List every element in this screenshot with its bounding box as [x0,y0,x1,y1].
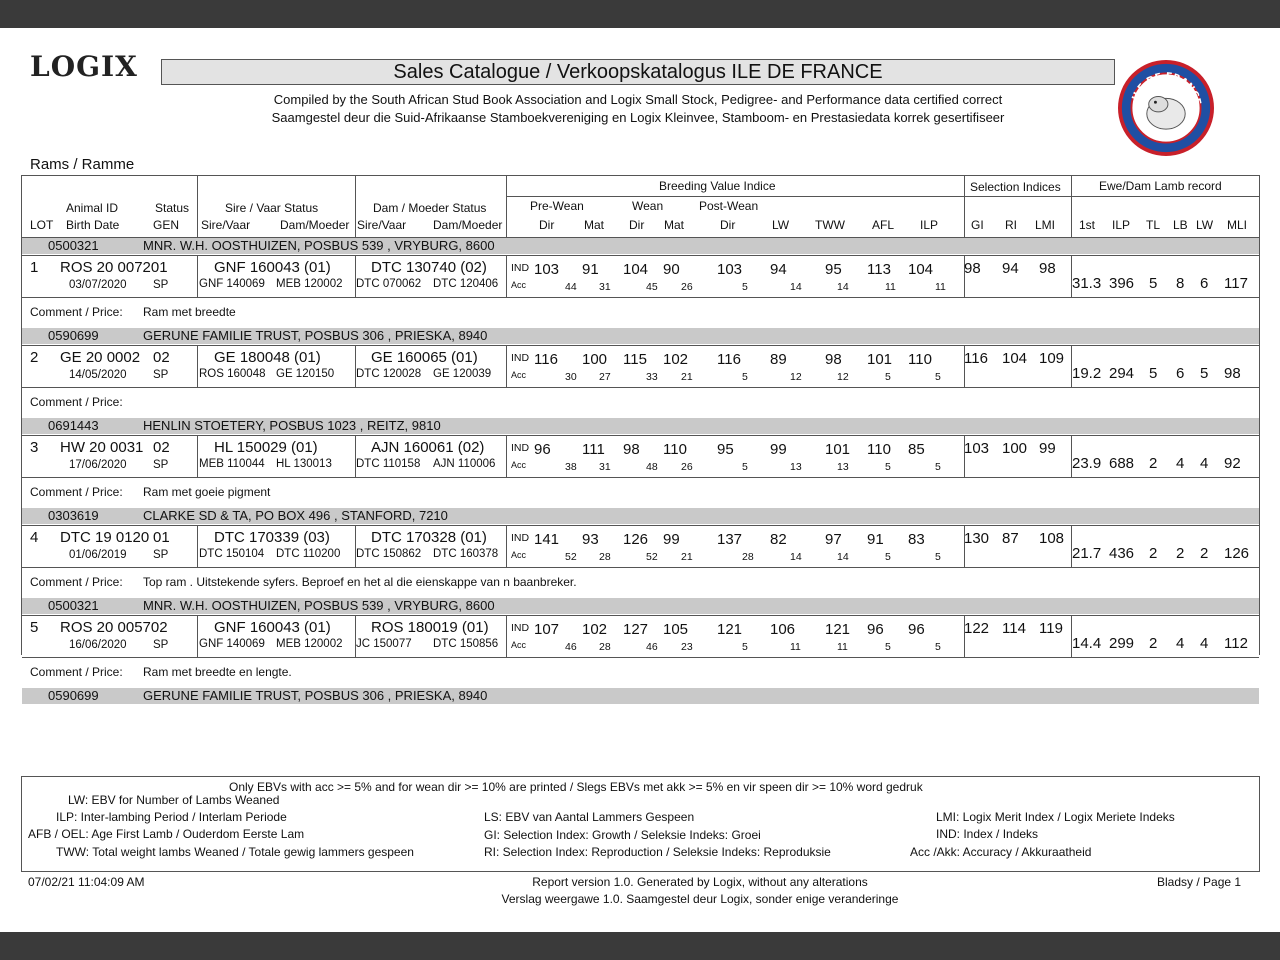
ind-value: 116 [534,351,558,368]
ind-value: 102 [582,621,608,638]
ind-value: 104 [623,261,649,278]
ind-value: 97 [825,531,842,548]
breeder-code: 0590699 [48,688,99,703]
legend-tww: TWW: Total weight lambs Weaned / Totale gewig lammers gespeen [56,845,414,859]
acc-value: 44 [565,281,577,293]
animal-id-status: 02 [153,349,170,366]
col-mli: MLI [1227,218,1248,232]
ewe-record-value: 31.3 [1072,275,1102,292]
col-breeding-value-indice: Breeding Value Indice [659,179,776,193]
ind-value: 101 [825,441,851,458]
ind-value: 99 [663,531,680,548]
legend-ilp: ILP: Inter-lambing Period / Interlam Periode [56,810,287,824]
breeder-band [22,598,1259,614]
acc-value: 28 [599,551,611,563]
sire-dam: HL 130013 [276,458,332,470]
selection-index-value: 99 [1039,440,1056,457]
acc-value: 28 [742,551,754,563]
col-pre-wean: Pre-Wean [530,199,584,213]
col-afl: AFL [872,218,895,232]
ind-value: 115 [623,351,647,368]
ewe-record-value: 4 [1200,455,1209,472]
ind-value: 91 [582,261,599,278]
selection-index-value: 116 [964,350,988,367]
ind-value: 96 [867,621,884,638]
ind-value: 98 [623,441,640,458]
gen-status: SP [153,369,169,381]
sire: GE 180048 (01) [214,349,321,366]
selection-index-value: 108 [1039,530,1065,547]
ind-value: 103 [717,261,743,278]
ewe-record-value: 21.7 [1072,545,1102,562]
comment-text: Top ram . Uitstekende syfers. Beproef en het al die eienskappe van n baanbreker. [143,575,577,589]
animal-id: HW 20 0031 [60,439,144,456]
ind-value: 110 [663,441,687,458]
acc-value: 30 [565,371,577,383]
acc-value: 31 [599,281,611,293]
birth-date: 03/07/2020 [69,279,127,291]
gen-status: SP [153,279,169,291]
lot-number: 2 [30,349,39,366]
sire-dam: DTC 110200 [276,548,341,560]
legend-gi: GI: Selection Index: Growth / Seleksie Indeks: Groei [484,828,761,842]
acc-value: 14 [837,551,849,563]
comment-label: Comment / Price: [30,485,123,499]
acc-label: Acc [511,550,527,560]
lot-number: 5 [30,619,39,636]
breeder-name: HENLIN STOETERY, POSBUS 1023 , REITZ, 9810 [143,418,441,433]
breeder-band [22,238,1259,254]
acc-value: 5 [935,371,941,383]
ewe-record-value: 396 [1109,275,1135,292]
col-postwean-dir: Dir [720,218,736,232]
ind-value: 103 [534,261,560,278]
ind-value: 121 [717,621,743,638]
col-lb: LB [1173,218,1188,232]
sire: HL 150029 (01) [214,439,318,456]
col-selection-indices: Selection Indices [970,180,1061,194]
ind-value: 90 [663,261,680,278]
sire-dam: MEB 120002 [276,278,343,290]
acc-value: 45 [646,281,658,293]
col-status: Status [155,201,190,215]
breeder-name: GERUNE FAMILIE TRUST, POSBUS 306 , PRIESKA, 8940 [143,328,488,343]
birth-date: 16/06/2020 [69,639,127,651]
ind-label: IND [511,532,530,544]
badge-text: ILE DE FRANCE [1130,71,1203,106]
ewe-record-value: 436 [1109,545,1135,562]
selection-index-value: 103 [964,440,990,457]
legend-note: Only EBVs with acc >= 5% and for wean dir >= 10% are printed / Slegs EBVs met akk >= 5% en vir speen dir >= 10% word gedruk [229,780,923,794]
ewe-record-value: 19.2 [1072,365,1102,382]
dam-dam: DTC 160378 [433,548,499,560]
breeder-code: 0590699 [48,328,99,343]
lot-number: 3 [30,439,39,456]
compiled-by-en: Compiled by the South African Stud Book Association and Logix Small Stock, Pedigree- and Performance data certified correct [273,92,1003,107]
acc-value: 46 [646,641,658,653]
logix-logo: LOGIX [30,50,138,83]
comment-text: Ram met breedte en lengte. [143,665,292,679]
sire-dam: MEB 120002 [276,638,343,650]
ind-value: 126 [623,531,649,548]
selection-index-value: 98 [964,260,981,277]
acc-value: 5 [885,371,891,383]
gen-status: SP [153,639,169,651]
legend-ls: LS: EBV van Aantal Lammers Gespeen [484,810,695,824]
lot-number: 1 [30,259,39,276]
legend-ri: RI: Selection Index: Reproduction / Seleksie Indeks: Reproduksie [484,845,831,859]
acc-value: 23 [681,641,693,653]
footer-timestamp: 07/02/21 11:04:09 AM [28,875,145,889]
legend-lw: LW: EBV for Number of Lambs Weaned [68,793,280,807]
dam-sire: JC 150077 [356,638,412,650]
breeder-code: 0500321 [48,598,99,613]
col-prewean-mat: Mat [584,218,605,232]
acc-value: 14 [790,551,802,563]
col-gen: GEN [153,218,180,232]
footer-report-en: Report version 1.0. Generated by Logix, without any alterations [532,875,868,889]
ewe-record-value: 299 [1109,635,1135,652]
acc-value: 5 [885,461,891,473]
ind-value: 106 [770,621,796,638]
col-dam-sire: Sire/Vaar [357,218,407,232]
ewe-record-value: 23.9 [1072,455,1102,472]
sire-sire: GNF 140069 [199,278,265,290]
ind-label: IND [511,622,530,634]
animal-id-status: 01 [153,529,170,546]
ind-label: IND [511,352,530,364]
ind-value: 127 [623,621,649,638]
col-lw: LW [772,218,790,232]
ind-label: IND [511,442,530,454]
ewe-record-value: 294 [1109,365,1135,382]
birth-date: 17/06/2020 [69,459,127,471]
selection-index-value: 94 [1002,260,1019,277]
breeder-band [22,328,1259,344]
ewe-record-value: 2 [1149,455,1158,472]
acc-value: 12 [837,371,849,383]
col-ilp: ILP [920,218,939,232]
acc-value: 13 [790,461,802,473]
comment-label: Comment / Price: [30,665,123,679]
acc-value: 26 [681,281,693,293]
ind-value: 101 [867,351,893,368]
ewe-record-value: 5 [1149,275,1158,292]
acc-value: 5 [885,641,891,653]
sire: GNF 160043 (01) [214,619,331,636]
acc-value: 11 [885,281,896,293]
breeder-name: MNR. W.H. OOSTHUIZEN, POSBUS 539 , VRYBURG, 8600 [143,598,495,613]
acc-value: 5 [742,641,748,653]
gen-status: SP [153,459,169,471]
ind-value: 110 [867,441,891,458]
selection-index-value: 98 [1039,260,1056,277]
col-ewe-dam-lamb-record: Ewe/Dam Lamb record [1099,179,1222,193]
ind-value: 104 [908,261,934,278]
dam: DTC 130740 (02) [371,259,487,276]
col-first: 1st [1079,218,1096,232]
col-ri: RI [1005,218,1017,232]
ind-value: 95 [825,261,842,278]
sire-sire: ROS 160048 [199,368,266,380]
breeder-band [22,688,1259,704]
ewe-record-value: 5 [1149,365,1158,382]
sire: GNF 160043 (01) [214,259,331,276]
ind-value: 116 [717,351,741,368]
acc-value: 11 [935,281,946,293]
col-tww: TWW [815,218,845,232]
animal-id: ROS 20 007201 [60,259,168,276]
section-title: Rams / Ramme [30,156,135,173]
legend-acc: Acc /Akk: Accuracy / Akkuraatheid [910,845,1092,859]
ind-value: 107 [534,621,560,638]
acc-value: 33 [646,371,658,383]
selection-index-value: 109 [1039,350,1065,367]
acc-value: 11 [790,641,801,653]
acc-label: Acc [511,640,527,650]
birth-date: 14/05/2020 [69,369,127,381]
ind-value: 113 [867,261,891,278]
animal-id: GE 20 0002 [60,349,141,366]
ind-value: 111 [582,441,605,458]
comment-label: Comment / Price: [30,395,123,409]
acc-value: 48 [646,461,658,473]
ewe-record-value: 2 [1200,545,1209,562]
dam: AJN 160061 (02) [371,439,485,456]
breeder-name: MNR. W.H. OOSTHUIZEN, POSBUS 539 , VRYBURG, 8600 [143,238,495,253]
breeder-name: CLARKE SD & TA, PO BOX 496 , STANFORD, 7210 [143,508,448,523]
ewe-record-value: 4 [1176,635,1185,652]
catalogue-page [0,28,1280,932]
ind-value: 83 [908,531,925,548]
ewe-record-value: 117 [1224,275,1248,292]
acc-value: 5 [935,551,941,563]
legend-box [21,776,1260,872]
acc-value: 13 [837,461,849,473]
acc-value: 26 [681,461,693,473]
ewe-record-value: 2 [1149,635,1158,652]
acc-label: Acc [511,460,527,470]
sire-sire: GNF 140069 [199,638,265,650]
ile-de-france-badge [1118,60,1214,156]
ewe-record-value: 688 [1109,455,1135,472]
dam-dam: GE 120039 [433,368,492,380]
footer-report-af: Verslag weergawe 1.0. Saamgestel deur Logix, sonder enige veranderinge [501,892,899,906]
ind-label: IND [511,262,530,274]
animal-id: ROS 20 005702 [60,619,168,636]
ewe-record-value: 14.4 [1072,635,1102,652]
col-dam-moeder: Dam/Moeder [280,218,350,232]
compiled-by-af: Saamgestel deur die Suid-Afrikaanse Stamboekvereniging en Logix Kleinvee, Stamboom- en Prestasiedata korrek gesertifiseer [271,110,1005,125]
ind-value: 102 [663,351,689,368]
col-wean-dir: Dir [629,218,645,232]
acc-value: 12 [790,371,802,383]
col-animal-id: Animal ID [66,201,119,215]
viewer-bottom-bar [0,932,1280,960]
acc-value: 38 [565,461,577,473]
dam-sire: DTC 070062 [356,278,422,290]
col-birth-date: Birth Date [66,218,120,232]
acc-value: 21 [681,371,693,383]
ewe-record-value: 4 [1200,635,1209,652]
lot-number: 4 [30,529,39,546]
ind-value: 91 [867,531,884,548]
animal-id-status: 02 [153,439,170,456]
comment-text: Ram met breedte [143,305,236,319]
acc-label: Acc [511,370,527,380]
selection-index-value: 100 [1002,440,1028,457]
ewe-record-value: 6 [1200,275,1209,292]
breeder-band [22,418,1259,434]
acc-value: 5 [742,281,748,293]
ind-value: 82 [770,531,787,548]
col-sire-vaar: Sire/Vaar [201,218,251,232]
ind-value: 110 [908,351,932,368]
acc-value: 5 [742,461,748,473]
ewe-record-value: 6 [1176,365,1185,382]
gen-status: SP [153,549,169,561]
sire-dam: GE 120150 [276,368,335,380]
ind-value: 141 [534,531,560,548]
col-prewean-dir: Dir [539,218,555,232]
selection-index-value: 119 [1039,620,1063,637]
acc-value: 46 [565,641,577,653]
ewe-record-value: 4 [1176,455,1185,472]
ewe-record-value: 2 [1149,545,1158,562]
breeder-code: 0691443 [48,418,99,433]
ind-value: 100 [582,351,608,368]
col-gi: GI [971,218,984,232]
col-dam-status: Dam / Moeder Status [373,201,487,215]
dam: DTC 170328 (01) [371,529,487,546]
acc-value: 21 [681,551,693,563]
dam-dam: AJN 110006 [433,458,496,470]
comment-label: Comment / Price: [30,305,123,319]
selection-index-value: 130 [964,530,990,547]
page-title: Sales Catalogue / Verkoopskatalogus ILE DE FRANCE [161,59,1115,85]
col-sire-status: Sire / Vaar Status [225,201,319,215]
sire: DTC 170339 (03) [214,529,330,546]
selection-index-value: 114 [1002,620,1026,637]
dam-sire: DTC 110158 [356,458,421,470]
footer-page-number: Bladsy / Page 1 [1157,875,1242,889]
catalogue-table [21,175,1260,703]
ind-value: 85 [908,441,925,458]
acc-value: 27 [599,371,611,383]
animal-id: DTC 19 0120 [60,529,150,546]
ind-value: 137 [717,531,743,548]
breeder-band [22,508,1259,524]
ewe-record-value: 98 [1224,365,1241,382]
ind-value: 94 [770,261,787,278]
ind-value: 95 [717,441,734,458]
ind-value: 96 [534,441,551,458]
acc-value: 31 [599,461,611,473]
acc-value: 52 [565,551,577,563]
selection-index-value: 104 [1002,350,1028,367]
dam-sire: DTC 120028 [356,368,422,380]
ewe-record-value: 8 [1176,275,1185,292]
acc-value: 11 [837,641,848,653]
col-wean-mat: Mat [664,218,685,232]
acc-label: Acc [511,280,527,290]
acc-value: 5 [742,371,748,383]
dam: ROS 180019 (01) [371,619,489,636]
acc-value: 5 [935,641,941,653]
ind-value: 98 [825,351,842,368]
breeder-code: 0303619 [48,508,99,523]
selection-index-value: 87 [1002,530,1019,547]
ind-value: 99 [770,441,787,458]
acc-value: 14 [837,281,849,293]
acc-value: 28 [599,641,611,653]
legend-lmi: LMI: Logix Merit Index / Logix Meriete Indeks [936,810,1175,824]
comment-label: Comment / Price: [30,575,123,589]
dam-dam: DTC 150856 [433,638,499,650]
sire-sire: MEB 110044 [199,458,265,470]
ind-value: 96 [908,621,925,638]
birth-date: 01/06/2019 [69,549,127,561]
selection-index-value: 122 [964,620,990,637]
col-lot: LOT [30,218,54,232]
breeder-code: 0500321 [48,238,99,253]
col-dam-dam: Dam/Moeder [433,218,503,232]
col-post-wean: Post-Wean [699,199,759,213]
ind-value: 89 [770,351,787,368]
col-wean: Wean [632,199,664,213]
ewe-record-value: 92 [1224,455,1241,472]
ind-value: 93 [582,531,599,548]
col-ewe-lw: LW [1196,218,1214,232]
comment-text: Ram met goeie pigment [143,485,271,499]
sire-sire: DTC 150104 [199,548,265,560]
dam-sire: DTC 150862 [356,548,422,560]
legend-afb: AFB / OEL: Age First Lamb / Ouderdom Eerste Lam [28,827,305,841]
ewe-record-value: 112 [1224,635,1248,652]
acc-value: 52 [646,551,658,563]
col-lmi: LMI [1035,218,1056,232]
acc-value: 14 [790,281,802,293]
col-ewe-ilp: ILP [1112,218,1131,232]
col-tl: TL [1146,218,1161,232]
breeder-name: GERUNE FAMILIE TRUST, POSBUS 306 , PRIESKA, 8940 [143,688,488,703]
ewe-record-value: 2 [1176,545,1185,562]
dam-dam: DTC 120406 [433,278,499,290]
ewe-record-value: 5 [1200,365,1209,382]
ind-value: 105 [663,621,689,638]
acc-value: 5 [885,551,891,563]
legend-ind: IND: Index / Indeks [936,827,1039,841]
ind-value: 121 [825,621,851,638]
acc-value: 5 [935,461,941,473]
viewer-top-bar [0,0,1280,28]
dam: GE 160065 (01) [371,349,478,366]
ewe-record-value: 126 [1224,545,1250,562]
